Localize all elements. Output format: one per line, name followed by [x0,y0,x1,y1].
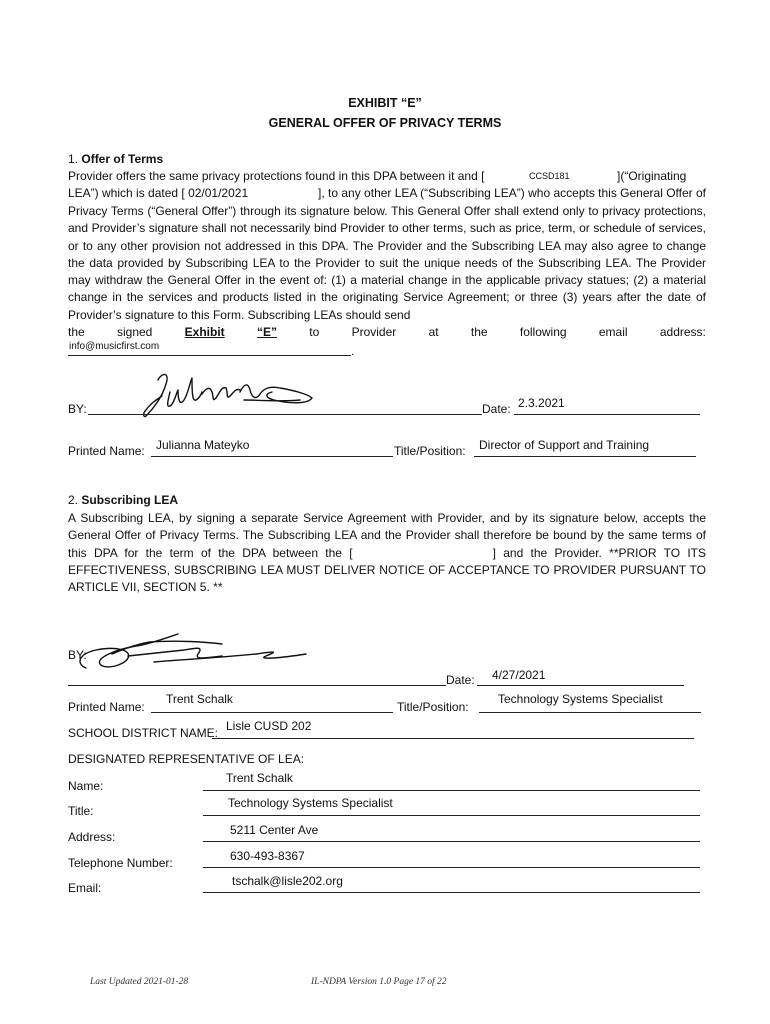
email-underline [68,355,351,356]
rep-title-label: Title: [68,804,94,818]
section1-line2-lead [68,185,248,202]
send-word: to [309,325,320,339]
lea-date-label: Date: [446,673,475,687]
provider-title-field[interactable]: Director of Support and Training [479,438,650,452]
lea-signature-line [68,685,446,686]
rep-title-field[interactable]: Technology Systems Specialist [228,796,393,810]
rep-name-label: Name: [68,779,104,793]
provider-signature-line [88,414,482,415]
originating-lea-field[interactable]: CCSD181 [529,171,570,181]
provider-printed-name-line [151,456,393,457]
section2-heading [68,492,178,509]
lea-printed-name-field[interactable]: Trent Schalk [166,692,233,706]
district-field[interactable]: Lisle CUSD 202 [226,719,312,733]
send-line [68,324,706,341]
section2-heading-num: 2. [68,493,79,507]
lea-printed-name-line [151,712,393,713]
lea-printed-name-label: Printed Name: [68,700,145,714]
lea-date-line [477,685,684,686]
lea-title-field[interactable]: Technology Systems Specialist [498,692,663,706]
lea-title-label: Title/Position: [397,700,469,714]
dpa-date-field[interactable]: 02/01/2021 [188,186,249,200]
rep-title-line [203,815,700,816]
email-period: . [351,344,355,358]
send-word: the [470,325,488,339]
district-label: SCHOOL DISTRICT NAME: [68,726,219,740]
section1-line1-pre: Provider offers the same privacy protections found in this DPA between it and [ [68,169,485,183]
send-word: Provider [351,325,397,339]
section1-line1-post: ](“Originating [617,169,687,183]
provider-email-field[interactable]: info@musicfirst.com [69,341,160,352]
section2-body [68,510,706,596]
designated-rep-label: DESIGNATED REPRESENTATIVE OF LEA: [68,752,305,766]
lea-date-field[interactable]: 4/27/2021 [492,668,546,682]
footer-page-number: IL-NDPA Version 1.0 Page 17 of 22 [311,977,447,987]
send-word: email [598,325,628,339]
section1-heading [68,151,163,168]
provider-date-line [514,414,700,415]
lea-title-line [479,712,701,713]
send-word: address: [659,325,706,339]
page-title: GENERAL OFFER OF PRIVACY TERMS [268,116,502,130]
exhibit-letter: “E” [256,325,277,339]
provider-date-field[interactable]: 2.3.2021 [518,396,565,410]
section1-line2-post: ], to any other LEA (“Subscribing LEA”) who accepts this General Offer of [318,186,706,200]
district-line [212,738,694,739]
provider-title-label: Title/Position: [394,444,466,458]
send-word: following [519,325,567,339]
provider-by-label: BY: [68,402,87,416]
section1-heading-num: 1. [68,152,79,166]
lea-signature [66,628,312,676]
rep-phone-field[interactable]: 630-493-8367 [230,849,305,863]
rep-phone-label: Telephone Number: [68,856,173,870]
provider-printed-name-label: Printed Name: [68,444,145,458]
rep-email-line [203,892,700,893]
section1-heading-text: Offer of Terms [81,152,164,166]
footer-last-updated: Last Updated 2021-01-28 [90,977,189,987]
section1-line2-pre: LEA”) which is dated [ [68,186,185,200]
send-word: at [428,325,439,339]
send-word: signed [116,325,153,339]
provider-date-label: Date: [482,402,511,416]
section1-line2 [68,185,706,202]
rep-email-label: Email: [68,881,102,895]
rep-address-label: Address: [68,830,116,844]
send-word: the [68,325,85,339]
section2-body-part2: ] and the Provider. **PRIOR TO ITS EFFECTIVENESS, SUBSCRIBING LEA MUST DELIVER NOTICE OF ACCEPTANCE TO PROVIDER PURSUANT TO ARTICLE VII, SECTION 5. ** [68,545,707,595]
lea-by-label: BY: [68,648,87,662]
section2-body-part1: A Subscribing LEA, by signing a separate Service Agreement with Provider, and by its signature below, accepts the General Offer of Privacy Terms. The Subscribing LEA and the Provider shall therefore be bound by the same terms of this DPA for the term of the DPA between the [ [68,511,706,560]
provider-printed-name-field[interactable]: Julianna Mateyko [156,438,250,452]
provider-title-line [474,456,696,457]
rep-phone-line [203,867,700,868]
rep-name-line [203,790,700,791]
exhibit-title: EXHIBIT “E” [348,96,422,110]
section1-body: Privacy Terms (“General Offer”) through its signature below. This General Offer shall extend only to privacy protections, and Provider’s signature shall not necessarily bind Provider to other terms, such as price, term, or schedule of services, or to any other provision not addressed in this DPA. The Provider and the Subscribing LEA may also agree to change the data provided by Subscribing LEA to the Provider to suit the unique needs of the Subscribing LEA. The Provider may withdraw the General Offer in the event of: (1) a material change in the applicable privacy statues; (2) a material change in the services and products listed in the originating Service Agreement; or three (3) years after the date of Provider’s signature to this Form. Subscribing LEAs should send [68,204,706,322]
rep-address-line [203,841,700,842]
rep-email-field[interactable]: tschalk@lisle202.org [232,874,343,888]
exhibit-word: Exhibit [184,325,225,339]
rep-address-field[interactable]: 5211 Center Ave [230,823,319,837]
rep-name-field[interactable]: Trent Schalk [226,771,293,785]
section2-heading-text: Subscribing LEA [81,493,179,507]
